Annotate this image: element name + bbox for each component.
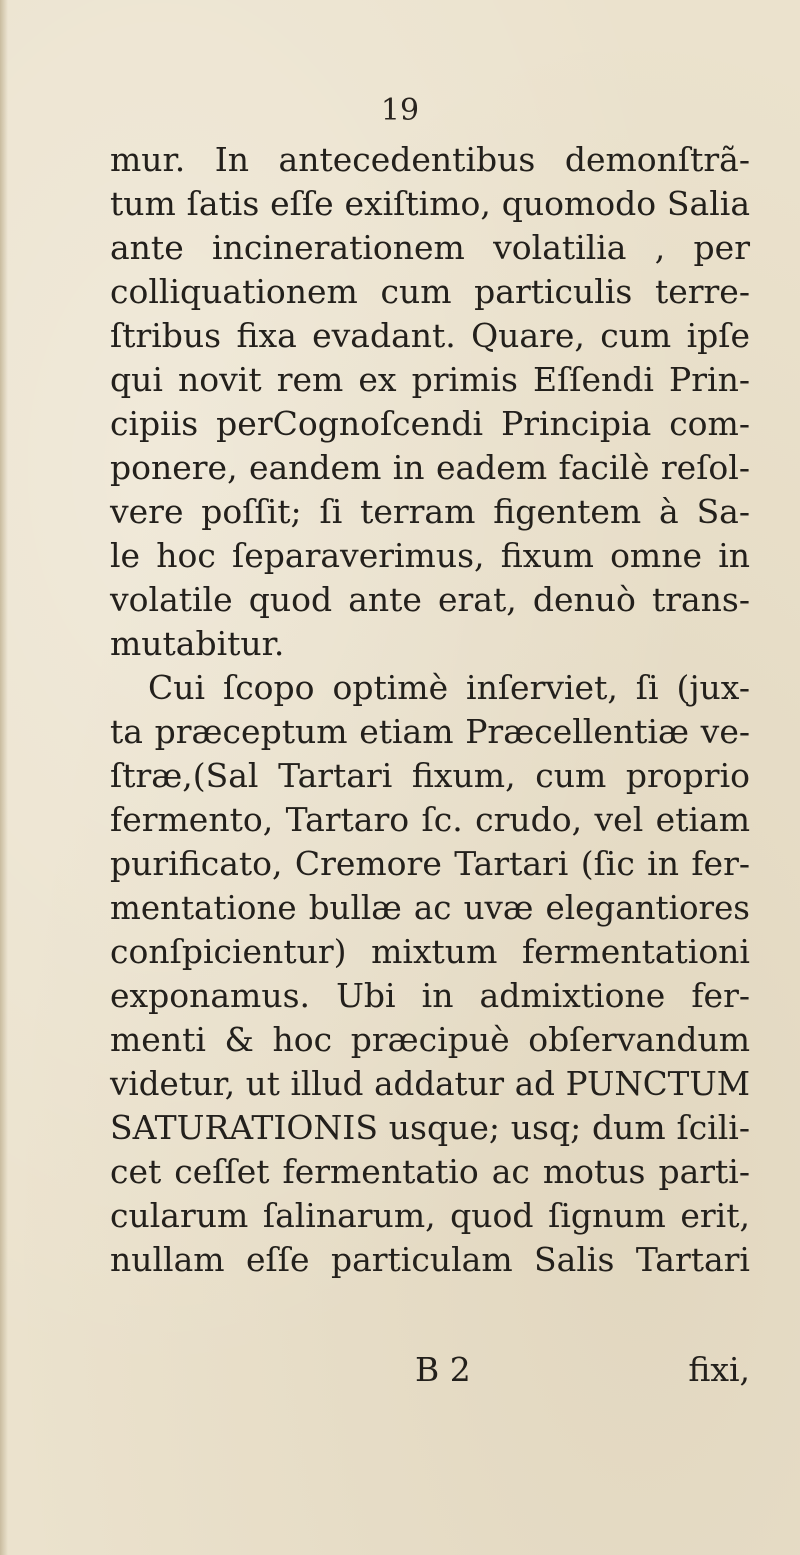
text-line: ſtribus fixa evadant. Quare, cum ipſe [110,316,750,355]
text-line: volatile quod ante erat, denuò trans- [110,580,750,619]
text-line: cipiis perCognoſcendi Principia com- [110,404,750,443]
text-line: cet ceſſet fermentatio ac motus parti- [110,1152,750,1191]
text-line: le hoc ſeparaverimus, fixum omne in [110,536,750,575]
text-line: qui novit rem ex primis Eſſendi Prin- [110,360,750,399]
text-line: mur. In antecedentibus demonſtrã- [110,140,750,179]
text-line: ta præceptum etiam Præcellentiæ ve- [110,712,750,751]
page-edge-shadow [0,0,8,1555]
text-line: ante incinerationem volatilia , per [110,228,750,267]
text-line: colliquationem cum particulis terre- [110,272,750,311]
text-line: mentatione bullæ ac uvæ elegantiores [110,889,750,927]
page-number: 19 [380,93,420,128]
footer-line [110,1348,750,1392]
text-line: ponere, eandem in eadem facilè reſol- [110,448,750,487]
text-line: mutabitur. [110,624,285,663]
text-line: tum ſatis eſſe exiſtimo, quomodo Salia [110,184,750,223]
signature-mark: B 2 [415,1350,471,1389]
text-line: nullam eſſe particulam Salis Tartari [110,1240,750,1279]
text-line: vere poſſit; ſi terram figentem à Sa- [110,492,750,531]
text-line: exponamus. Ubi in admixtione fer- [110,976,750,1015]
text-line: SATURATIONIS usque; usq; dum ſcili- [110,1108,750,1147]
text-line: ſtræ,(Sal Tartari fixum, cum proprio [110,756,750,795]
catchword: fixi, [688,1350,750,1389]
text-line: videtur, ut illud addatur ad PUNCTUM [110,1065,750,1103]
text-line: purificato, Cremore Tartari (ſic in fer- [110,844,750,883]
text-line: cularum ſalinarum, quod ſignum erit, [110,1196,750,1235]
text-line: menti & hoc præcipuè obſervandum [110,1020,750,1059]
text-line: conſpicientur) mixtum fermentationi [110,932,750,971]
text-line: fermento, Tartaro ſc. crudo, vel etiam [110,800,750,839]
body-text [110,138,750,1282]
paragraph-start-line: Cui ſcopo optimè inſerviet, ſi (jux- [148,668,750,707]
